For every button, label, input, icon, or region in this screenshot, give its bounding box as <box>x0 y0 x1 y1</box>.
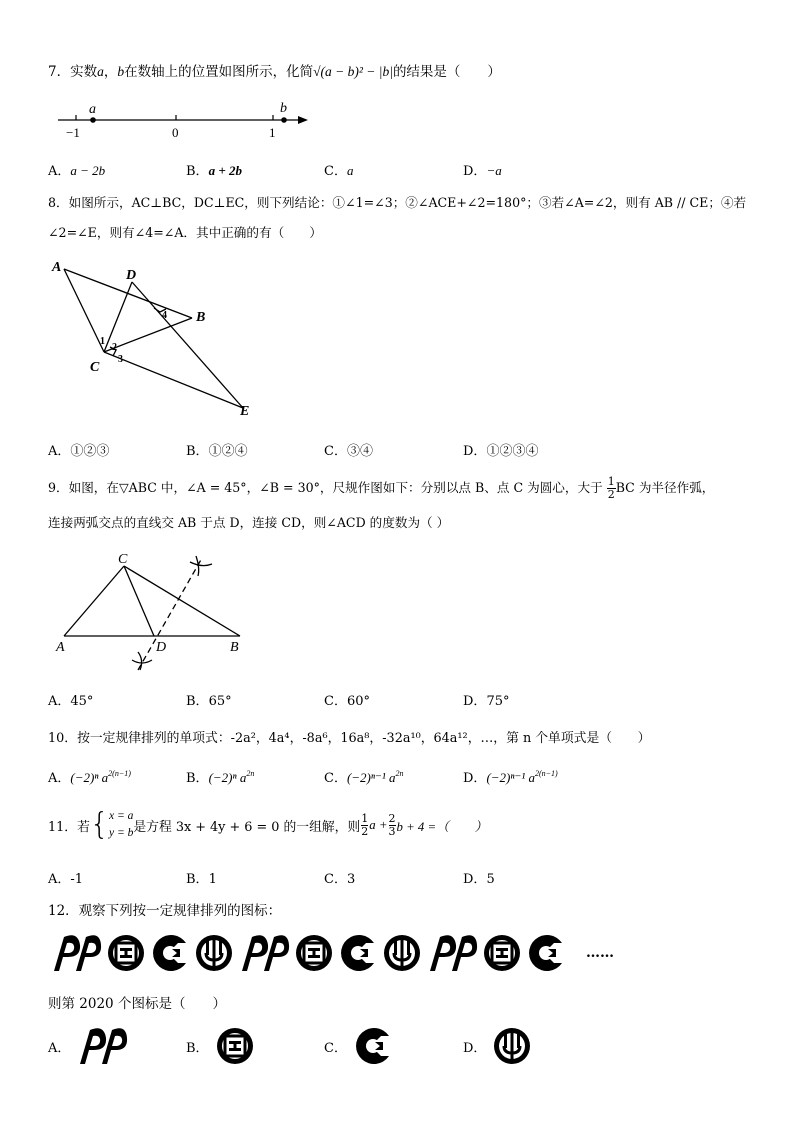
q9-option-c[interactable]: C．60° <box>324 694 370 709</box>
q12-stem: 12．观察下列按一定规律排列的图标： <box>48 903 282 919</box>
q9-stem-line1: 9．如图，在▽ABC 中，∠A = 45°，∠B = 30°，尺规作图如下：分别以点 B、点 C 为圆心，大于 $\frac{1}{2}$ BC 为半径作弧， <box>48 475 715 501</box>
q8-point-a: A <box>52 260 62 275</box>
q8-angle-4: 4 <box>162 310 167 321</box>
abc-bank-icon <box>492 1026 532 1066</box>
q8-angle-1: 1 <box>100 336 105 347</box>
q11-option-c[interactable]: C．3 <box>324 872 356 887</box>
ccb-icon <box>353 1026 393 1066</box>
abc-bank-icon <box>194 933 234 973</box>
number-line-label-b: b <box>280 101 287 116</box>
q7-expression: √(a − b)² − |b| <box>313 64 393 79</box>
q11-option-a[interactable]: A．-1 <box>48 872 84 887</box>
q8-angle-3: 3 <box>118 354 123 365</box>
pufa-bank-icon <box>238 933 290 973</box>
q11-stem: 11．若 { x = a y = b 是方程 3x + 4y + 6 = 0 的一组解，则 1 2 a + $\frac{2}{3}$ b + 4 =（ ） <box>48 807 488 842</box>
q8-stem-line1: 8．如图所示，AC⊥BC，DC⊥EC，则下列结论：①∠1=∠3；②∠ACE+∠2=180°；③若∠A=∠2，则有 AB // CE；④若 <box>48 195 747 210</box>
q8-option-a[interactable]: A．①②③ <box>48 444 110 459</box>
q8-figure <box>46 255 266 425</box>
q8-point-c: C <box>90 360 100 375</box>
ccb-icon <box>526 933 566 973</box>
q8-option-c[interactable]: C．③④ <box>324 444 373 459</box>
q8-option-d[interactable]: D．①②③④ <box>463 444 539 459</box>
ccb-icon <box>338 933 378 973</box>
q10-option-d[interactable]: D．(−2)ⁿ⁻¹ $a^{2(n-1)}$ <box>463 769 558 786</box>
q9-figure <box>50 548 260 678</box>
q10-option-a[interactable]: A．(−2)ⁿ $a^{2(n-1)}$ <box>48 769 131 786</box>
q11-option-b[interactable]: B．1 <box>186 872 217 887</box>
icbc-icon <box>294 933 334 973</box>
q12-option-c[interactable]: C． <box>324 1026 393 1066</box>
q12-logo-sequence <box>50 933 614 973</box>
q7-stem: 7．实数a，b在数轴上的位置如图所示，化简√(a − b)² − |b|的结果是（ ） <box>48 64 501 80</box>
number-line-tick-1: 1 <box>269 125 276 140</box>
q8-point-e: E <box>240 404 250 419</box>
q9-stem-line2: 连接两弧交点的直线交 AB 于点 D，连接 CD，则∠ACD 的度数为（ ） <box>48 515 450 530</box>
q9-point-d: D <box>156 640 167 655</box>
q12-ellipsis: …… <box>586 945 614 961</box>
number-line-tick-neg1: −1 <box>66 125 80 140</box>
q11-fraction-2: $\frac{2}{3}$ <box>388 811 396 838</box>
q10-option-c[interactable]: C．(−2)ⁿ⁻¹ $a^{2n}$ <box>324 769 404 786</box>
pufa-bank-icon <box>50 933 102 973</box>
q7-option-d[interactable]: D．−a <box>463 163 502 179</box>
q9-option-d[interactable]: D．75° <box>463 694 510 709</box>
q8-option-b[interactable]: B．①②④ <box>186 444 248 459</box>
q11-system: x = a y = b <box>108 810 134 839</box>
q9-point-b: B <box>230 640 239 655</box>
pufa-bank-icon <box>76 1026 128 1066</box>
q8-stem-line2: ∠2=∠E，则有∠4=∠A．其中正确的有（ ） <box>48 225 322 240</box>
q7-number-line <box>50 96 320 142</box>
number-line-tick-0: 0 <box>172 125 179 140</box>
pufa-bank-icon <box>426 933 478 973</box>
q9-point-a: A <box>56 640 65 655</box>
q7-option-c[interactable]: C．a <box>324 163 354 179</box>
q9-option-b[interactable]: B．65° <box>186 694 232 709</box>
q8-angle-2: 2 <box>112 342 117 353</box>
q9-option-a[interactable]: A．45° <box>48 694 94 709</box>
icbc-icon <box>106 933 146 973</box>
q12-ask: 则第 2020 个图标是（ ） <box>48 996 226 1012</box>
abc-bank-icon <box>382 933 422 973</box>
q12-option-d[interactable]: D． <box>463 1026 532 1066</box>
icbc-icon <box>215 1026 255 1066</box>
q11-option-d[interactable]: D．5 <box>463 872 495 887</box>
icbc-icon <box>482 933 522 973</box>
q8-point-d: D <box>126 268 137 283</box>
q9-point-c: C <box>118 552 128 567</box>
q12-option-b[interactable]: B． <box>186 1026 255 1066</box>
q9-fraction: $\frac{1}{2}$ <box>607 475 615 501</box>
q11-fraction-1: 1 2 <box>361 811 369 838</box>
q7-option-b[interactable]: B．a + 2b <box>186 163 242 179</box>
number-line-label-a: a <box>89 102 96 117</box>
q10-option-b[interactable]: B．(−2)ⁿ $a^{2n}$ <box>186 769 255 786</box>
q12-option-a[interactable]: A． <box>48 1026 128 1066</box>
q7-option-a[interactable]: A．a − 2b <box>48 163 106 179</box>
q10-stem: 10．按一定规律排列的单项式：-2a²，4a⁴，-8a⁶，16a⁸，-32a¹⁰，64a¹²，…，第 n 个单项式是（ ） <box>48 731 651 746</box>
ccb-icon <box>150 933 190 973</box>
q8-point-b: B <box>196 310 206 325</box>
